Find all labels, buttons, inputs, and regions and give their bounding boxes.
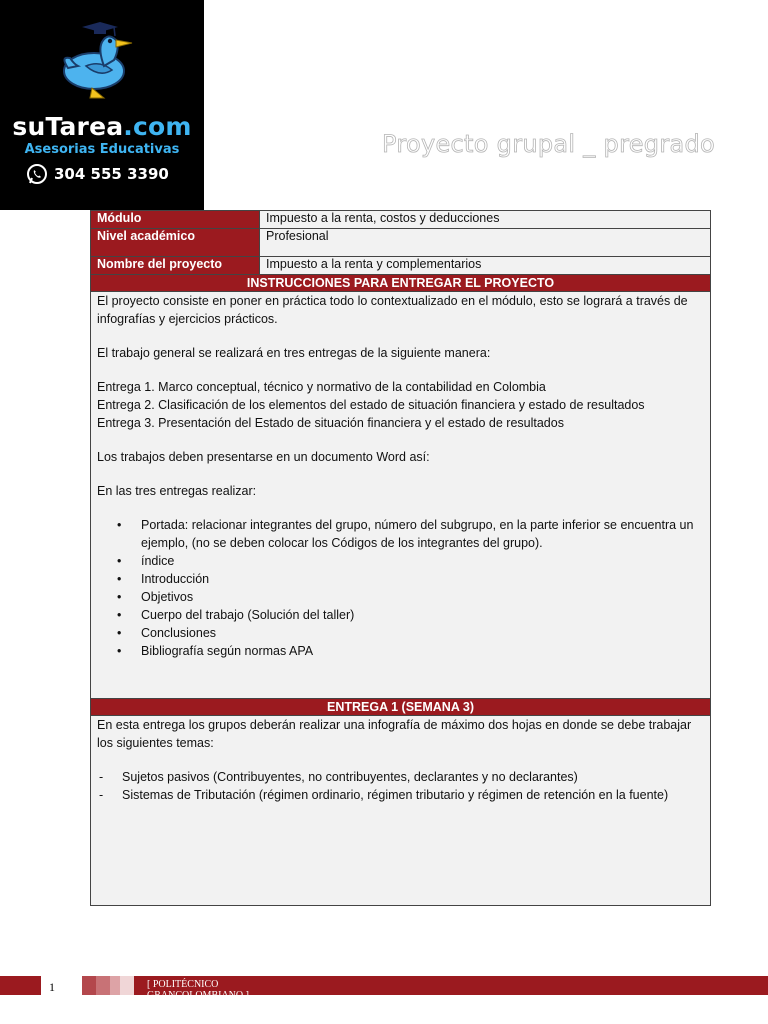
list-item-text: Objetivos — [141, 590, 194, 604]
entrega-line: Entrega 1. Marco conceptual, técnico y normativo de la contabilidad en Colombia — [97, 380, 546, 394]
bullet-marker: • — [117, 590, 122, 604]
list-item-text: Portada: relacionar integrantes del grupo, número del subgrupo, en la parte inferior se encuentra un ejemplo, (no se deben colocar los Códigos de los integrantes del grupo). — [141, 518, 694, 550]
whatsapp-icon — [26, 163, 48, 185]
list-item — [97, 768, 704, 786]
list-item — [97, 624, 704, 642]
footer-accent-bar — [0, 976, 41, 995]
row-value: Impuesto a la renta y complementarios — [260, 257, 710, 275]
row-label: Nivel académico — [91, 229, 260, 256]
footer-bar — [82, 976, 768, 1001]
three-entregas-note: En las tres entregas realizar: — [97, 484, 257, 498]
list-item — [97, 606, 704, 624]
list-item — [97, 516, 704, 552]
row-value: Profesional — [260, 229, 710, 256]
row-label: Nombre del proyecto — [91, 257, 260, 275]
dash-marker: - — [99, 770, 104, 784]
list-item-text: índice — [141, 554, 175, 568]
list-item-text: Sujetos pasivos (Contribuyentes, no contribuyentes, declarantes y no declarantes) — [122, 770, 578, 784]
entrega1-body — [91, 716, 710, 804]
page-header-title: Proyecto grupal _ pregrado — [382, 130, 716, 158]
brand-tagline: Asesorias Educativas — [24, 142, 180, 157]
brand-domain: .com — [123, 112, 192, 141]
graduation-cap-icon — [82, 22, 118, 36]
list-item-text: Cuerpo del trabajo (Solución del taller) — [141, 608, 355, 622]
project-table — [90, 210, 711, 906]
instructions-general: El trabajo general se realizará en tres entregas de la siguiente manera: — [97, 346, 491, 360]
entrega-line: Entrega 3. Presentación del Estado de situación financiera y el estado de resultados — [97, 416, 564, 430]
brand-name — [0, 112, 204, 142]
instructions-intro: El proyecto consiste en poner en práctica todo lo contextualizado en el módulo, esto se logrará a través de infografías y ejercicios prácticos. — [97, 294, 688, 326]
footer-institution-line1: [ POLITÉCNICO — [147, 979, 219, 990]
footer-institution — [147, 979, 249, 1001]
list-item — [97, 588, 704, 606]
row-value: Impuesto a la renta, costos y deducciones — [260, 211, 710, 228]
phone-number: 304 555 3390 — [54, 165, 169, 183]
list-item-text: Bibliografía según normas APA — [141, 644, 314, 658]
row-label: Módulo — [91, 211, 260, 228]
phone-contact — [26, 162, 169, 186]
list-item-text: Introducción — [141, 572, 210, 586]
list-item-text: Conclusiones — [141, 626, 217, 640]
entrega1-heading: ENTREGA 1 (SEMANA 3) — [91, 698, 710, 716]
bullet-marker: • — [117, 554, 122, 568]
bullet-marker: • — [117, 608, 122, 622]
entrega1-intro: En esta entrega los grupos deberán realizar una infografía de máximo dos hojas en donde se debe trabajar los siguientes temas: — [97, 718, 692, 750]
instructions-heading: INSTRUCCIONES PARA ENTREGAR EL PROYECTO — [91, 274, 710, 292]
table-row — [91, 211, 710, 229]
table-row — [91, 229, 710, 257]
requirements-list — [97, 516, 704, 660]
duck-mascot-icon — [56, 16, 140, 102]
page-number: 1 — [49, 980, 55, 994]
table-row — [91, 257, 710, 275]
bullet-marker: • — [117, 644, 122, 658]
brand-main: suTarea — [12, 112, 124, 141]
list-item — [97, 570, 704, 588]
bullet-marker: • — [117, 626, 122, 640]
format-note: Los trabajos deben presentarse en un documento Word así: — [97, 450, 430, 464]
bullet-marker: • — [117, 518, 122, 532]
instructions-body — [91, 292, 710, 660]
list-item — [97, 786, 704, 804]
bullet-marker: • — [117, 572, 122, 586]
footer-institution-line2: GRANCOLOMBIANO ] — [147, 990, 249, 1001]
dash-marker: - — [99, 788, 104, 802]
entrega-line: Entrega 2. Clasificación de los elementos del estado de situación financiera y estado de resultados — [97, 398, 645, 412]
list-item — [97, 642, 704, 660]
sutarea-logo — [0, 0, 204, 210]
list-item-text: Sistemas de Tributación (régimen ordinario, régimen tributario y régimen de retención en la fuente) — [122, 788, 669, 802]
list-item — [97, 552, 704, 570]
entrega1-topics-list — [97, 768, 704, 804]
